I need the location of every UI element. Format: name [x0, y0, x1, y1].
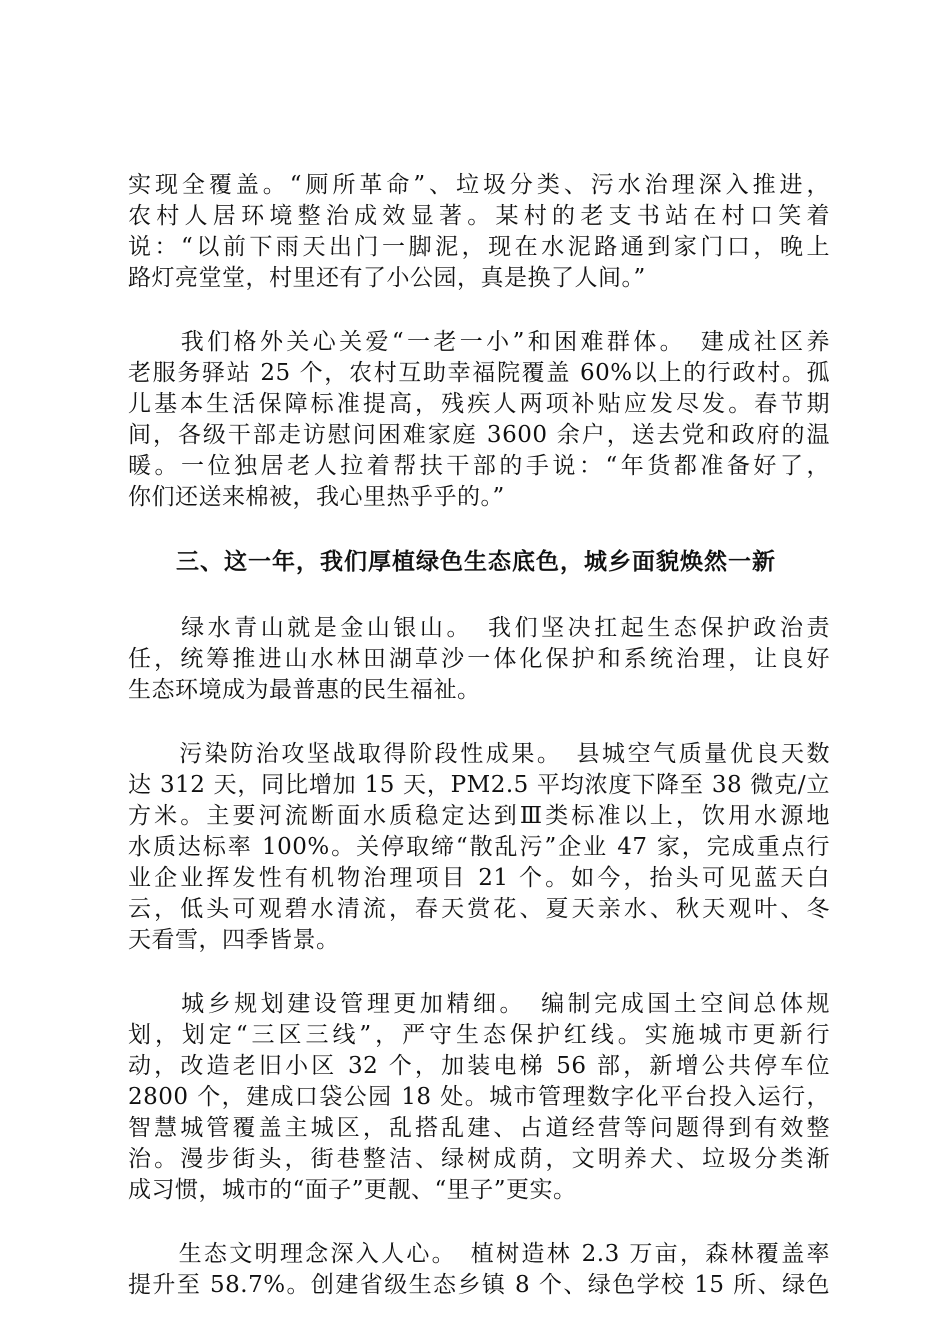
- text-line: 达 312 天，同比增加 15 天，PM2.5 平均浓度下降至 38 微克/立: [128, 772, 830, 798]
- text-line: 2800 个，建成口袋公园 18 处。城市管理数字化平台投入运行，: [128, 1084, 830, 1110]
- paragraph-rural-environment: [128, 170, 830, 294]
- text-line: 任，统筹推进山水林田湖草沙一体化保护和系统治理，让良好: [128, 646, 830, 672]
- text-line: 云，低头可观碧水清流，春天赏花、夏天亲水、秋天观叶、冬: [128, 896, 830, 922]
- text-line: 城乡规划建设管理更加精细。 编制完成国土空间总体规: [128, 991, 830, 1017]
- text-line: 动，改造老旧小区 32 个，加装电梯 56 部，新增公共停车位: [128, 1053, 830, 1079]
- text-line: 天看雪，四季皆景。: [128, 927, 340, 953]
- paragraph-elderly-children-care: [128, 327, 830, 513]
- paragraph-urban-planning: [128, 989, 830, 1206]
- text-line: 水质达标率 100%。关停取缔“散乱污”企业 47 家，完成重点行: [128, 834, 830, 860]
- section-heading-text: 三、这一年，我们厚植绿色生态底色，城乡面貌焕然一新: [128, 548, 776, 575]
- text-line: 业企业挥发性有机物治理项目 21 个。如今，抬头可见蓝天白: [128, 865, 830, 891]
- text-line: 儿基本生活保障标准提高，残疾人两项补贴应发尽发。春节期: [128, 391, 830, 417]
- text-line: 生态文明理念深入人心。 植树造林 2.3 万亩，森林覆盖率: [128, 1241, 830, 1267]
- text-line: 生态环境成为最普惠的民生福祉。: [128, 677, 481, 703]
- text-line: 间，各级干部走访慰问困难家庭 3600 余户，送去党和政府的温: [128, 422, 830, 448]
- section-heading: [128, 546, 830, 577]
- text-line: 污染防治攻坚战取得阶段性成果。 县城空气质量优良天数: [128, 741, 830, 767]
- text-line: 智慧城管覆盖主城区，乱搭乱建、占道经营等问题得到有效整: [128, 1115, 830, 1141]
- text-line: 暖。一位独居老人拉着帮扶干部的手说：“年货都准备好了，: [128, 453, 830, 479]
- document-body: [128, 170, 830, 1334]
- text-line: 成习惯，城市的“面子”更靓、“里子”更实。: [128, 1177, 577, 1203]
- text-line: 实现全覆盖。“厕所革命”、垃圾分类、污水治理深入推进，: [128, 172, 830, 198]
- text-line: 老服务驿站 25 个，农村互助幸福院覆盖 60%以上的行政村。孤: [128, 360, 830, 386]
- text-line: 农村人居环境整治成效显著。某村的老支书站在村口笑着: [128, 203, 830, 229]
- text-line: 绿水青山就是金山银山。 我们坚决扛起生态保护政治责: [128, 615, 830, 641]
- paragraph-green-mountains: [128, 613, 830, 706]
- text-line: 说：“以前下雨天出门一脚泥，现在水泥路通到家门口，晚上: [128, 234, 830, 260]
- text-line: 路灯亮堂堂，村里还有了小公园，真是换了人间。”: [128, 265, 646, 291]
- text-line: 划，划定“三区三线”，严守生态保护红线。实施城市更新行: [128, 1022, 830, 1048]
- text-line: 我们格外关心关爱“一老一小”和困难群体。 建成社区养: [128, 329, 830, 355]
- paragraph-ecological-civilization: [128, 1239, 830, 1301]
- text-line: 方米。主要河流断面水质稳定达到Ⅲ类标准以上，饮用水源地: [128, 803, 830, 829]
- text-line: 治。漫步街头，街巷整洁、绿树成荫，文明养犬、垃圾分类渐: [128, 1146, 830, 1172]
- paragraph-pollution-control: [128, 739, 830, 956]
- text-line: 你们还送来棉被，我心里热乎乎的。”: [128, 484, 505, 510]
- text-line: 提升至 58.7%。创建省级生态乡镇 8 个、绿色学校 15 所、绿色: [128, 1272, 830, 1298]
